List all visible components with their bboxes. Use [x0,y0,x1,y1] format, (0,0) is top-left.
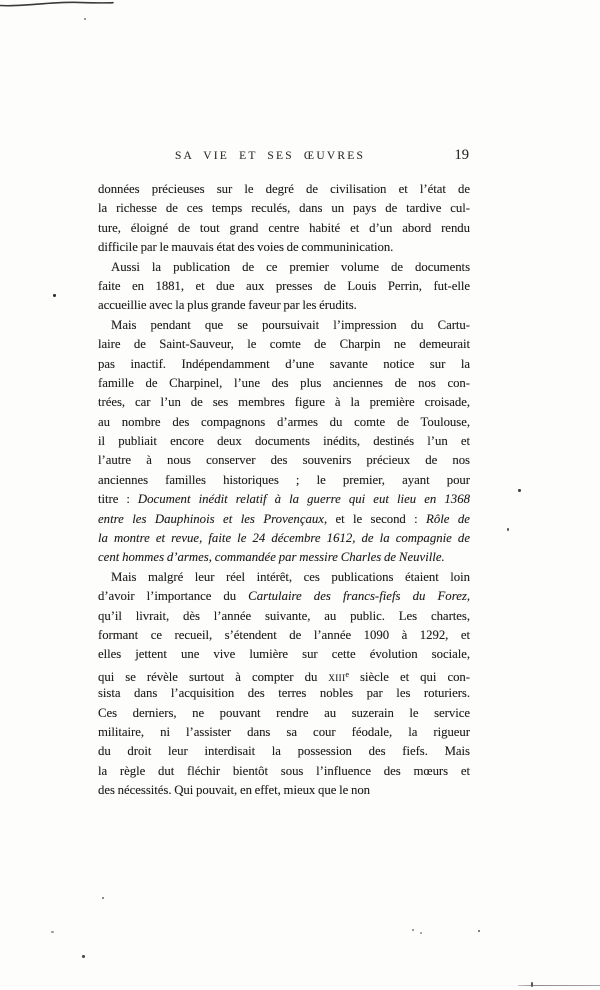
text-line [98,548,470,567]
text-segment: l’autre à nous conserver des souvenirs précieux de nos [98,453,470,468]
text-segment: Aussi la publication de ce premier volume de documents [111,259,470,274]
text-line [98,645,470,664]
text-line [98,393,470,412]
text-line [98,316,470,335]
text-segment: qu’il livrait, dès l’année suivante, au public. Les chartes, [98,608,470,623]
text-segment: , [466,589,470,604]
italic-text: la montre et revue, faite le 24 décembre 1612, de la compagnie de [98,531,470,546]
text-segment: des nécessités. Qui pouvait, en effet, mieux que le non [98,783,371,798]
page-number: 19 [454,147,469,163]
text-line [98,355,470,374]
text-line [98,258,470,277]
text-line [98,277,470,296]
scan-speck [531,982,533,987]
italic-text: Document inédit relatif à la guerre qui eut lieu en 1368 [137,492,470,507]
scan-speck [412,929,414,931]
text-line [98,626,470,645]
text-segment: Mais malgré leur réel intérêt, ces publications étaient loin [111,569,470,584]
text-segment: difficile par le mauvais état des voies de communinication. [98,240,394,255]
text-line [98,529,470,548]
text-segment: anciennes familles historiques ; le premier, ayant pour [98,472,470,487]
text-line [98,238,470,257]
scan-speck [478,930,480,932]
scan-speck [84,18,86,20]
paragraph [98,180,470,258]
scan-speck [518,489,521,492]
scan-speck [53,294,56,297]
text-segment: elles jettent une vive lumière sur cette évolution sociale, [98,647,470,662]
text-segment: e [345,669,349,679]
scan-speck [507,528,509,531]
scan-speck [51,931,54,933]
text-segment: ture, éloigné de tout grand centre habité et d’un abord rendu [98,220,470,235]
italic-text: cent hommes d’armes, commandée par messire Charles de Neuville. [98,550,445,565]
scan-speck [102,897,104,899]
text-segment: militaire, ni l’assister dans sa cour féodale, la rigueur [98,724,470,739]
text-line [98,568,470,587]
text-line [98,335,470,354]
text-segment: , et le second : [323,511,427,526]
text-line [98,587,470,606]
italic-text: Cartulaire des francs-fiefs du Forez [248,589,467,604]
text-line [98,413,470,432]
text-line [98,490,470,509]
text-line [98,684,470,703]
running-title: SA VIE ET SES ŒUVRES [174,150,366,162]
paragraph [98,316,470,568]
scan-speck [82,955,85,958]
text-segment: au nombre des compagnons d’armes du comte de Toulouse, [98,414,470,429]
text-line [98,704,470,723]
text-segment: trées, car l’un de ses membres figure à la première croisade, [98,395,470,410]
text-line [98,451,470,470]
text-segment: titre : [98,492,138,507]
text-segment: du droit leur interdisait la possession des fiefs. Mais [98,744,470,759]
text-segment: il publiait encore deux documents inédits, destinés l’un et [98,434,470,449]
italic-text: Rôle de [426,511,470,526]
text-line [98,219,470,238]
text-line [98,374,470,393]
text-line [98,723,470,742]
text-line [98,296,470,315]
text-line [98,199,470,218]
text-line [98,432,470,451]
text-segment: formant ce recueil, s’étendent de l’année 1090 à 1292, et [98,627,470,642]
text-segment: sista dans l’acquisition des terres nobles par les roturiers. [98,686,470,701]
italic-text: entre les Dauphinois et les Provençaux [98,511,324,526]
text-segment: accueillie avec la plus grande faveur par les érudits. [98,298,357,313]
scan-artifact-bottom-line [518,985,600,986]
text-line [98,742,470,761]
scan-speck [420,932,422,934]
text-block [98,180,470,801]
text-segment: faite en 1881, et due aux presses de Louis Perrin, fut-elle [98,278,470,293]
text-segment: laire de Saint-Sauveur, le comte de Charpin ne demeurait [98,337,470,352]
text-segment: données précieuses sur le degré de civilisation et l’état de [98,182,470,196]
scan-artifact-top-line [0,0,140,12]
text-segment: la règle dut fléchir bientôt sous l’influence des mœurs et [98,763,470,778]
text-line [98,510,470,529]
text-line [98,762,470,781]
text-line [98,781,470,800]
text-segment: xiii [328,669,346,684]
text-segment: Mais pendant que se poursuivait l’impression du Cartu- [111,317,470,332]
text-line [98,607,470,626]
text-segment: Ces derniers, ne pouvant rendre au suzerain le service [98,705,470,720]
text-line [98,180,470,199]
text-segment: d’avoir l’importance du [98,589,249,604]
text-segment: qui se révèle surtout à compter du [98,669,329,684]
running-header [98,147,470,168]
text-line [98,471,470,490]
text-line [98,665,470,684]
text-segment: pas inactif. Indépendamment d’une savante notice sur la [98,356,470,371]
text-segment: famille de Charpinel, l’une des plus anciennes de nos con- [98,375,470,390]
text-segment: la richesse de ces temps reculés, dans un pays de tardive cul- [98,201,470,216]
paragraph [98,568,470,801]
text-segment: siècle et qui con- [348,669,470,684]
paragraph [98,258,470,316]
